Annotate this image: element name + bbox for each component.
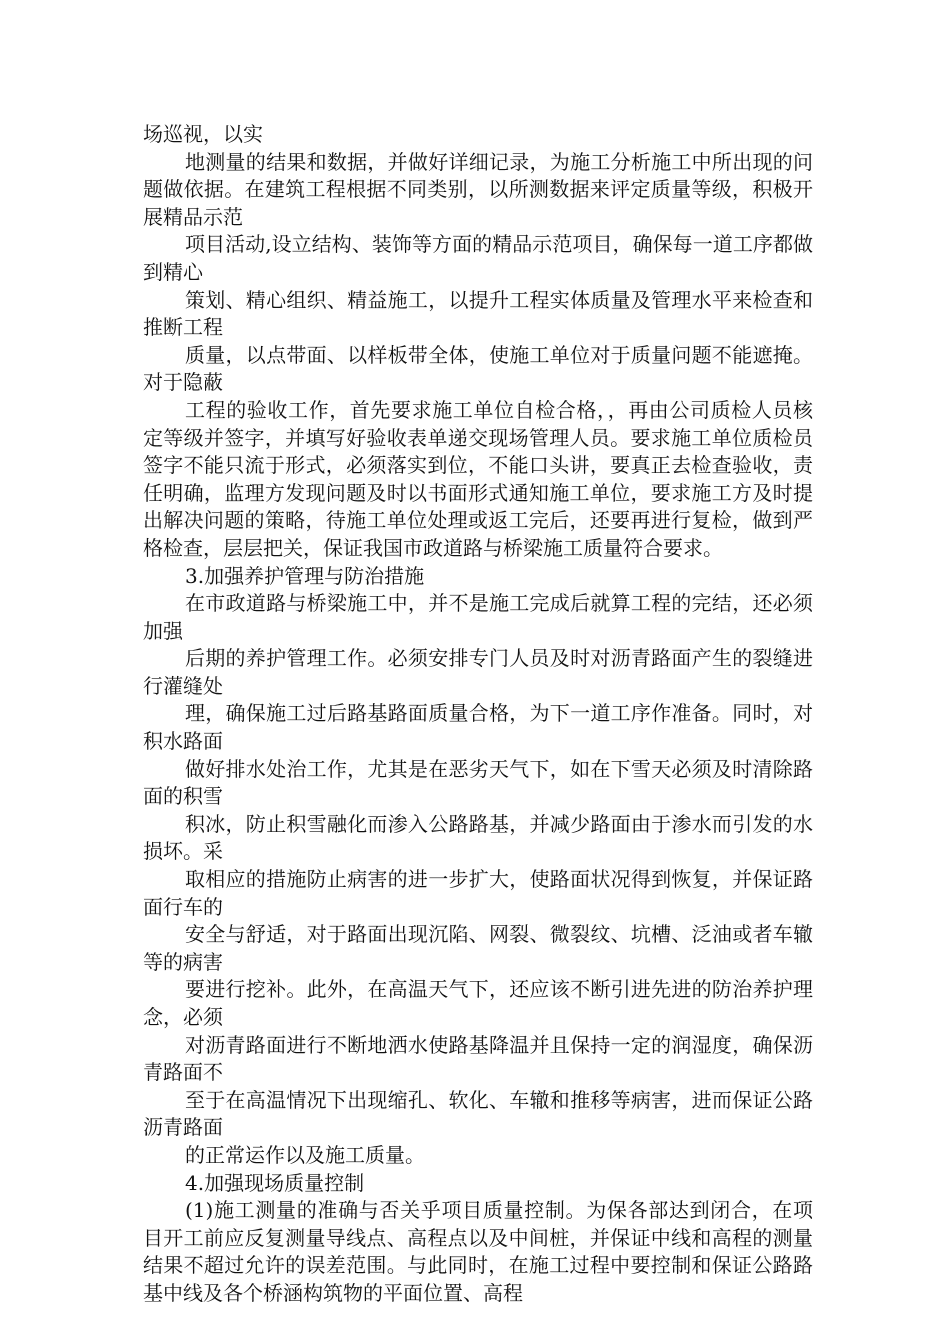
body-paragraph: 项目活动,设立结构、装饰等方面的精品示范项目，确保每一道工序都做到精心 <box>143 232 813 284</box>
body-paragraph: 对沥青路面进行不断地洒水使路基降温并且保持一定的润湿度，确保沥青路面不 <box>143 1032 813 1085</box>
body-paragraph: 取相应的措施防止病害的进一步扩大，使路面状况得到恢复，并保证路面行车的 <box>143 867 813 919</box>
body-paragraph: 地测量的结果和数据，并做好详细记录，为施工分析施工中所出现的问题做依据。在建筑工程根据不同类别，以所测数据来评定质量等级，积极开展精品示范 <box>143 149 813 229</box>
body-paragraph: 的正常运作以及施工质量。 <box>185 1142 425 1167</box>
body-paragraph: 至于在高温情况下出现缩孔、软化、车辙和推移等病害，进而保证公路沥青路面 <box>143 1087 813 1140</box>
document-body <box>143 121 813 1308</box>
body-paragraph: 策划、精心组织、精益施工，以提升工程实体质量及管理水平来检查和推断工程 <box>143 287 813 340</box>
body-paragraph: (1)施工测量的准确与否关乎项目质量控制。为保各部达到闭合，在项目开工前应反复测量导线点、高程点以及中间桩，并保证中线和高程的测量结果不超过允许的误差范围。与此同时，在施工过程中要控制和保证公路路基中线及各个桥涵构筑物的平面位置、高程 <box>143 1198 813 1305</box>
body-paragraph: 在市政道路与桥梁施工中，并不是施工完成后就算工程的完结，还必须加强 <box>143 591 813 643</box>
body-paragraph: 做好排水处治工作，尤其是在恶劣天气下，如在下雪天必须及时清除路面的积雪 <box>143 756 813 809</box>
body-paragraph: 积冰，防止积雪融化而渗入公路路基，并减少路面由于渗水而引发的水损坏。采 <box>143 811 813 864</box>
body-paragraph: 理，确保施工过后路基路面质量合格，为下一道工序作准备。同时，对积水路面 <box>143 701 813 754</box>
body-paragraph: 质量，以点带面、以样板带全体，使施工单位对于质量问题不能遮掩。对于隐蔽 <box>143 342 813 395</box>
body-paragraph: 后期的养护管理工作。必须安排专门人员及时对沥青路面产生的裂缝进行灌缝处 <box>143 646 813 698</box>
body-paragraph: 安全与舒适，对于路面出现沉陷、网裂、微裂纹、坑槽、泛油或者车辙等的病害 <box>143 922 813 974</box>
body-paragraph: 场巡视，以实 <box>143 122 263 146</box>
body-paragraph: 工程的验收工作，首先要求施工单位自检合格，，再由公司质检人员核定等级并签字，并填写好验收表单递交现场管理人员。要求施工单位质检员签字不能只流于形式，必须落实到位，不能口头讲，要真正去检查验收，责任明确，监理方发现问题及时以书面形式通知施工单位，要求施工方及时提出解决问题的策略，待施工单位处理或返工完后，还要再进行复检，做到严格检查，层层把关，保证我国市政道路与桥梁施工质量符合要求。 <box>143 397 813 560</box>
body-paragraph: 要进行挖补。此外，在高温天气下，还应该不断引进先进的防治养护理念，必须 <box>143 977 813 1029</box>
body-paragraph: 4.加强现场质量控制 <box>185 1170 365 1195</box>
body-paragraph: 3.加强养护管理与防治措施 <box>185 563 425 588</box>
